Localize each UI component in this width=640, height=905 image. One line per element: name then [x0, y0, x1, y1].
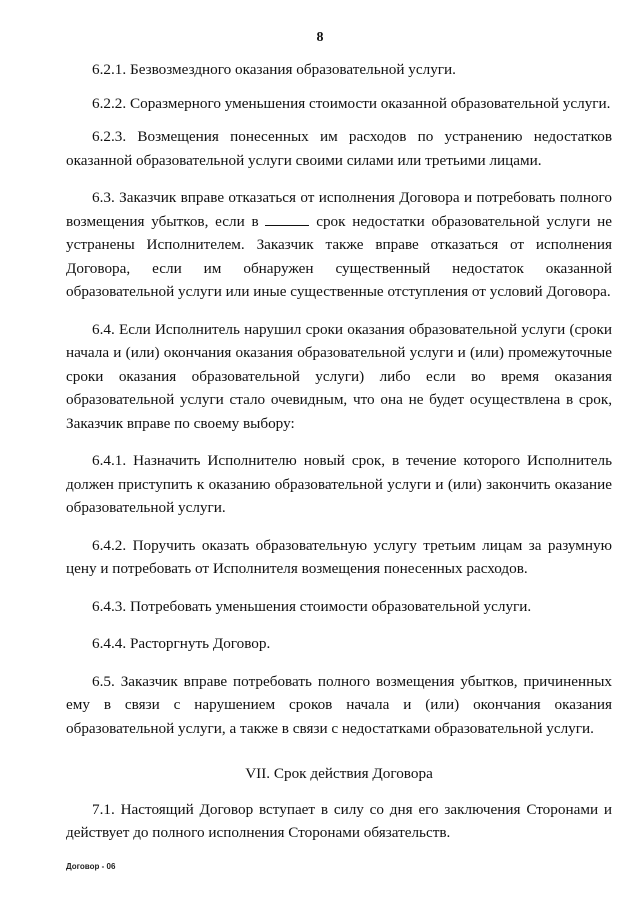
clause-6-2-2: 6.2.2. Соразмерного уменьшения стоимости оказанной образовательной услуги. — [92, 94, 611, 112]
clause-6-3 — [66, 186, 612, 304]
clause-6-4-1: 6.4.1. Назначить Исполнителю новый срок, в течение которого Исполнитель должен приступить к оказанию образовательной услуги и (или) закончить оказание образовательной услуги. — [66, 452, 612, 516]
clause-6-2-1: 6.2.1. Безвозмездного оказания образовательной услуги. — [92, 61, 456, 78]
blank-line — [265, 211, 309, 226]
section-7-heading: VII. Срок действия Договора — [245, 765, 433, 782]
page-number: 8 — [316, 30, 324, 45]
clause-6-4: 6.4. Если Исполнитель нарушил сроки оказания образовательной услуги (сроки начала и (или) окончания оказания образовательной услуги и (или) промежуточные сроки оказания образовательной услуги) либо если во время оказания образовательной услуги стало очевидным, что она не будет осуществлена в срок, Заказчик вправе по своему выбору: — [66, 320, 612, 432]
clause-6-2-3: 6.2.3. Возмещения понесенных им расходов по устранению недостатков оказанной образовательной услуги своими силами или третьими лицами. — [66, 128, 612, 169]
clause-6-3-part-1: 6.3. Заказчик вправе отказаться от исполнения Договора и потребовать полного возмещения убытков, если в — [66, 189, 612, 230]
clause-6-4-4: 6.4.4. Расторгнуть Договор. — [92, 635, 271, 652]
clause-6-4-3: 6.4.3. Потребовать уменьшения стоимости образовательной услуги. — [92, 597, 532, 615]
document-body — [66, 58, 612, 855]
clause-6-4-2: 6.4.2. Поручить оказать образовательную услугу третьим лицам за разумную цену и потребовать от Исполнителя возмещения понесенных расходов. — [66, 536, 612, 577]
clause-6-5: 6.5. Заказчик вправе потребовать полного возмещения убытков, причиненных ему в связи с нарушением сроков начала и (или) окончания оказания образовательной услуги, а также в связи с недостатками образовательной услуги. — [66, 672, 612, 737]
clause-7-1: 7.1. Настоящий Договор вступает в силу со дня его заключения Сторонами и действует до полного исполнения Сторонами обязательств. — [66, 800, 612, 841]
document-footer-code: Договор - 06 — [66, 862, 116, 871]
clause-6-3-part-2: срок недостатки образовательной услуги не устранены Исполнителем. Заказчик также вправе отказаться от исполнения Договора, если им обнаружен существенный недостаток оказанной образовательной услуги или иные существенные отступления от условий Договора. — [66, 212, 612, 300]
